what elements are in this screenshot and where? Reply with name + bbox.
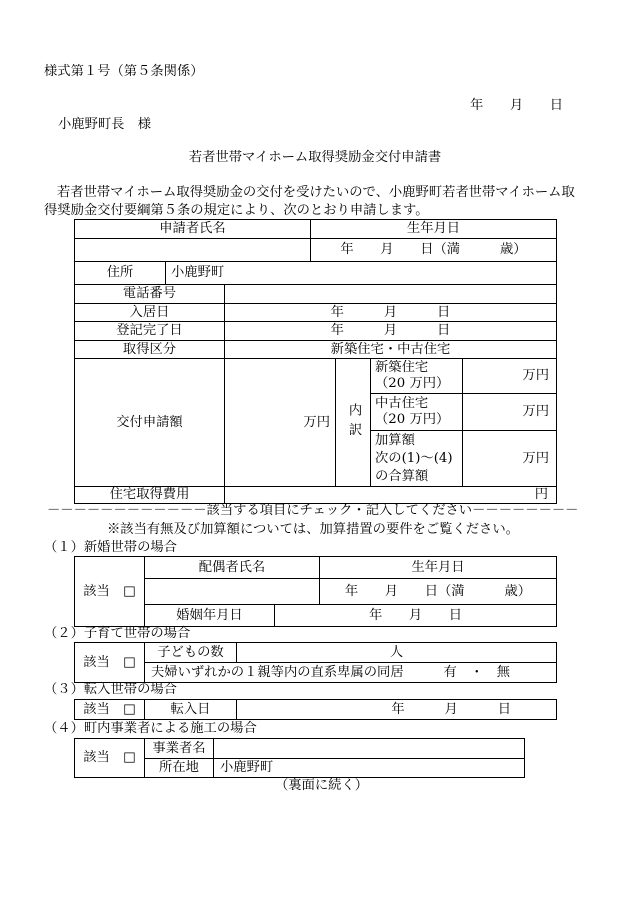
breakdown-item-amount-note: （20 万円）	[375, 412, 450, 427]
breakdown-new-house-field: 万円	[462, 358, 557, 394]
address-label: 住所	[74, 261, 166, 285]
applicable-label: 該当	[83, 583, 110, 599]
grant-amount-label: 交付申請額	[74, 358, 225, 487]
housing-cost-field: 円	[224, 486, 557, 504]
requirements-note: ※該当有無及び加算額については、加算措置の要件をご覧ください。	[107, 522, 519, 537]
breakdown-label-cell	[335, 358, 371, 487]
intro-line-2: 得奨励金交付要綱第５条の規定により、次のとおり申請します。	[44, 203, 429, 218]
move-in-date-field: 年 月 日	[224, 303, 557, 322]
spouse-birthdate-label: 生年月日	[319, 556, 557, 579]
breakdown-used-house-field: 万円	[462, 393, 557, 431]
acquisition-type-label: 取得区分	[74, 340, 225, 359]
spouse-name-field	[144, 578, 320, 605]
checkbox-icon: □	[123, 750, 136, 765]
intro-line-1: 若者世帯マイホーム取得奨励金の交付を受けたいので、小鹿野町若者世帯マイホーム取	[57, 185, 575, 200]
move-in-date-label: 入居日	[74, 303, 225, 322]
checkbox-icon: □	[123, 654, 136, 670]
check-instruction-divider: －－－－－－－－－－－－該当する項目にチェック・記入してください－－－－－－－－	[47, 503, 579, 518]
checkbox-icon: □	[123, 701, 136, 717]
breakdown-additional-label	[370, 430, 463, 487]
registration-date-field: 年 月 日	[224, 321, 557, 341]
breakdown-additional-field: 万円	[462, 430, 557, 487]
relocation-applicable-cell	[74, 699, 145, 720]
applicant-name-field	[74, 238, 311, 262]
children-count-label: 子どもの数	[144, 642, 237, 663]
breakdown-item-title: 加算額	[375, 432, 415, 448]
breakdown-item-line: 次の(1)～(4)	[375, 450, 453, 466]
application-date: 年 月 日	[470, 98, 564, 113]
document-title: 若者世帯マイホーム取得奨励金交付申請書	[188, 150, 442, 165]
newlywed-heading: （１）新婚世帯の場合	[44, 540, 177, 555]
applicable-label: 該当	[83, 654, 110, 670]
business-name-label: 事業者名	[144, 738, 214, 759]
breakdown-new-house-label	[370, 358, 463, 394]
applicable-label: 該当	[83, 750, 110, 765]
relocation-date-field: 年 月 日	[236, 699, 557, 720]
newlywed-applicable-cell	[74, 556, 145, 627]
local-contractor-applicable-cell	[74, 738, 145, 778]
applicant-birthdate-label: 生年月日	[310, 219, 557, 239]
acquisition-type-options: 新築住宅・中古住宅	[224, 340, 557, 359]
applicant-birthdate-field: 年 月 日（満 歳）	[310, 238, 557, 262]
marriage-date-label: 婚姻年月日	[144, 604, 275, 627]
business-location-label: 所在地	[144, 758, 214, 778]
child-rearing-applicable-cell	[74, 642, 145, 683]
registration-date-label: 登記完了日	[74, 321, 225, 341]
cohabitation-row: 夫婦いずれかの１親等内の直系卑属の同居 有 ・ 無	[144, 662, 557, 683]
breakdown-item-amount-note: （20 万円）	[375, 376, 450, 391]
spouse-name-label: 配偶者氏名	[144, 556, 320, 579]
phone-label: 電話番号	[74, 284, 225, 304]
breakdown-used-house-label	[370, 393, 463, 431]
applicant-name-label: 申請者氏名	[74, 219, 311, 239]
grant-amount-field: 万円	[224, 358, 336, 487]
breakdown-item-line: の合算額	[375, 468, 429, 484]
checkbox-icon: □	[123, 583, 136, 599]
business-name-field	[213, 738, 525, 759]
marriage-date-field: 年 月 日	[274, 604, 557, 627]
spouse-birthdate-field: 年 月 日（満 歳）	[319, 578, 557, 605]
form-number: 様式第１号（第５条関係）	[44, 64, 204, 79]
address-field: 小鹿野町	[165, 261, 557, 285]
business-location-field: 小鹿野町	[213, 758, 525, 778]
breakdown-item-title: 中古住宅	[375, 396, 429, 411]
applicable-label: 該当	[83, 701, 110, 717]
children-count-field: 人	[236, 642, 557, 663]
local-contractor-heading: （４）町内事業者による施工の場合	[44, 721, 257, 736]
continued-on-back: （裏面に続く）	[275, 778, 369, 793]
phone-field	[224, 284, 557, 304]
housing-cost-label: 住宅取得費用	[74, 486, 225, 504]
relocation-date-label: 転入日	[144, 699, 237, 720]
breakdown-label: 内訳	[346, 403, 361, 442]
relocation-heading: （３）転入世帯の場合	[44, 682, 177, 697]
child-rearing-heading: （２）子育て世帯の場合	[44, 626, 191, 641]
addressee: 小鹿野町長 様	[58, 117, 152, 132]
breakdown-item-title: 新築住宅	[375, 360, 429, 375]
